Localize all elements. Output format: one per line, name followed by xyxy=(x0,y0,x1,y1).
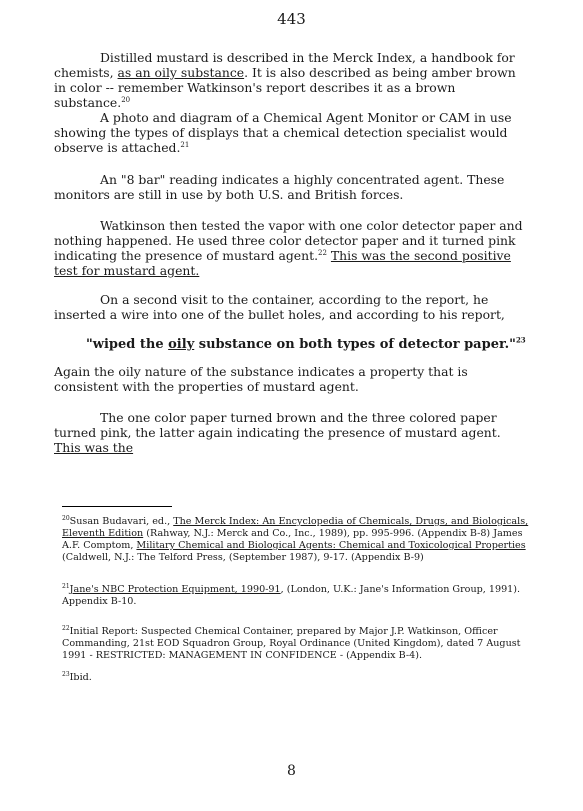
footnote-ref: 20 xyxy=(121,95,131,104)
text: substance on both types of detector paper." xyxy=(194,337,516,352)
underlined-text: The Merck Index: An Encyclopedia of Chemicals, Drugs, and Biologicals, Eleventh Edition xyxy=(62,516,529,539)
text: Again the oily nature of the substance indicates a property that is consistent with the properties of mustard agent. xyxy=(54,364,468,394)
text: The one color paper turned brown and the three colored paper turned pink, the latter again indicating the presence of mustard agent. xyxy=(54,410,501,440)
underlined-text: Military Chemical and Biological Agents: Chemical and Toxicological Properties xyxy=(136,540,526,551)
footnote-number: 23 xyxy=(62,670,70,678)
paragraph xyxy=(54,172,529,202)
text: Ibid. xyxy=(69,672,92,683)
footnote-number: 20 xyxy=(62,514,70,522)
block-quote xyxy=(86,337,526,352)
text: Distilled mustard is described in the Merck Index, a handbook for chemists, xyxy=(54,50,515,80)
underlined-text: oily xyxy=(168,337,195,352)
page-number-top: 443 xyxy=(277,10,306,28)
paragraph xyxy=(54,292,529,322)
footnote xyxy=(62,626,532,662)
paragraph xyxy=(54,364,529,394)
text: (Caldwell, N.J.: The Telford Press, (September 1987), 9-17. (Appendix B-9) xyxy=(62,552,424,563)
footnote xyxy=(62,516,532,564)
underlined-text: as an oily substance xyxy=(117,65,245,80)
paragraph xyxy=(54,410,529,455)
footnote-ref: 22 xyxy=(318,248,327,257)
paragraph xyxy=(54,110,529,155)
text: An "8 bar" reading indicates a highly concentrated agent. These monitors are still in use by both U.S. and British forces. xyxy=(54,172,505,202)
underlined-text: Jane's NBC Protection Equipment, 1990-91 xyxy=(69,584,281,595)
footnote-divider xyxy=(62,506,172,507)
paragraph xyxy=(54,50,529,110)
text: . It is also described as being amber brown in color -- remember Watkinson's report describes it as a brown substance. xyxy=(54,65,516,110)
text: Susan Budavari, ed., xyxy=(69,516,174,527)
footnote xyxy=(62,672,532,684)
text: On a second visit to the container, according to the report, he inserted a wire into one of the bullet holes, and according to his report, xyxy=(54,292,505,322)
text: , (London, U.K.: Jane's Information Group, 1991). Appendix B-10. xyxy=(62,584,521,607)
paragraph xyxy=(54,218,529,278)
footnote-ref: 21 xyxy=(180,140,190,149)
footnote-number: 22 xyxy=(62,624,70,632)
underlined-text: This was the xyxy=(54,440,134,455)
footnote xyxy=(62,584,532,608)
underlined-text: This was the second positive test for mustard agent. xyxy=(54,248,511,278)
text: A photo and diagram of a Chemical Agent Monitor or CAM in use showing the types of displays that a chemical detection specialist would observe is attached. xyxy=(54,110,512,155)
text: (Rahway, N.J.: Merck and Co., Inc., 1989), pp. 995-996. (Appendix B-8) James A.F. Comptom, xyxy=(62,528,523,551)
text: "wiped the xyxy=(86,337,169,352)
page-number-bottom: 8 xyxy=(287,763,296,779)
footnote-number: 21 xyxy=(62,582,70,590)
text: Watkinson then tested the vapor with one color detector paper and nothing happened. He used three color detector paper and it turned pink indicating the presence of mustard agent. xyxy=(54,218,523,263)
footnote-ref: 23 xyxy=(515,335,526,345)
text: Initial Report: Suspected Chemical Container, prepared by Major J.P. Watkinson, Officer Commanding, 21st EOD Squadron Group, Royal Ordinance (United Kingdom), dated 7 August 1991 - RESTRICTED: MANAGEMENT IN CONFIDENCE - (Appendix B-4). xyxy=(62,626,521,661)
